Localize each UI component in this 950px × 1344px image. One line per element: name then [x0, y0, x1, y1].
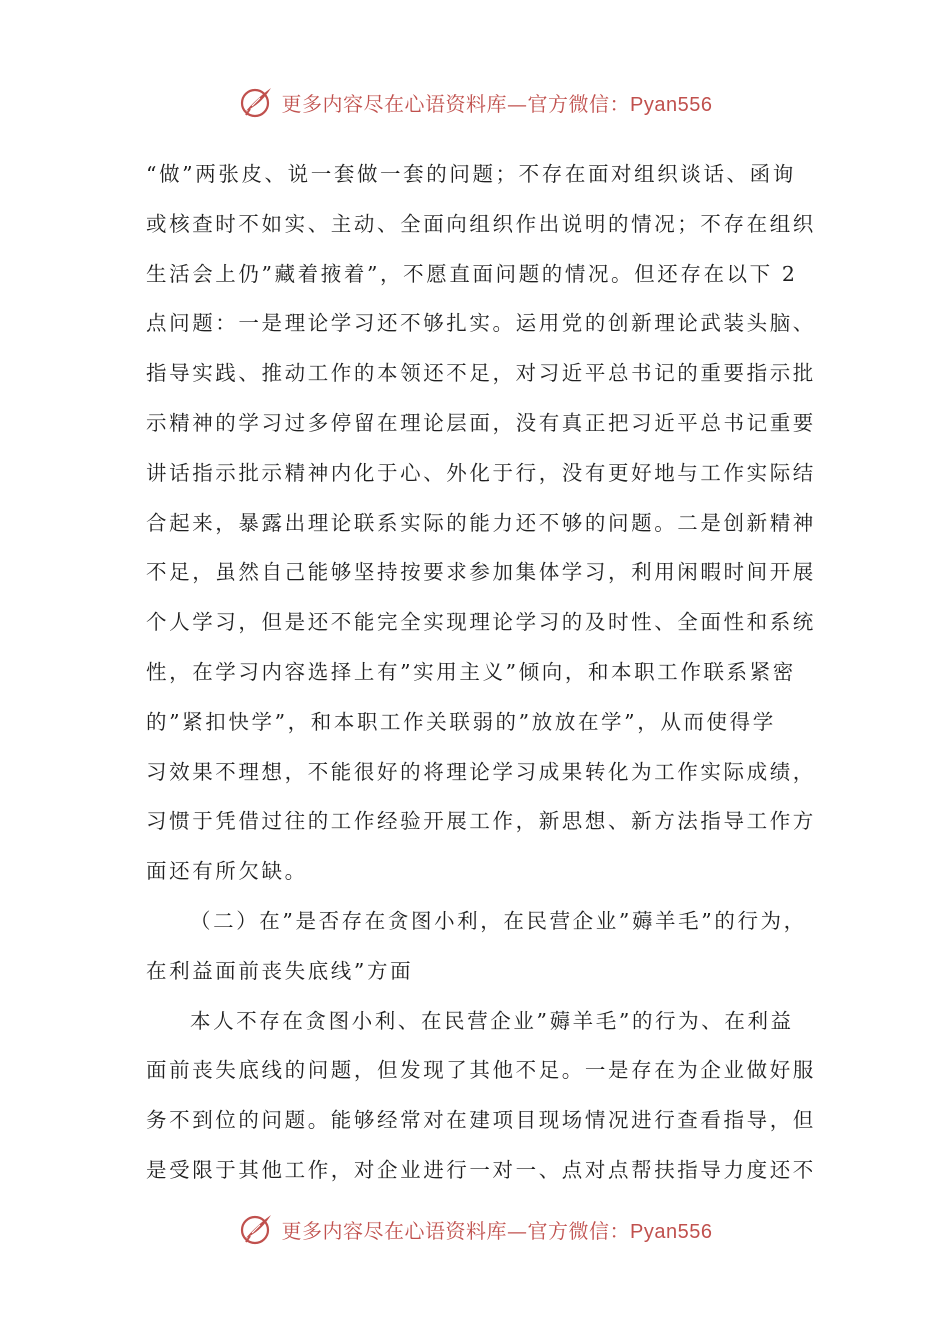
- text-line: 面还有所欠缺。: [146, 859, 308, 884]
- wechat-id: Pyan556: [630, 1220, 713, 1243]
- text-line: 或核查时不如实、主动、全面向组织作出说明的情况；不存在组织: [146, 211, 816, 236]
- watermark-text: 更多内容尽在心语资料库—官方微信：Pyan556: [281, 91, 713, 116]
- text-line: 面前丧失底线的问题，但发现了其他不足。一是存在为企业做好服: [146, 1058, 816, 1083]
- text-line: 指导实践、推动工作的本领还不足，对习近平总书记的重要指示批: [146, 361, 816, 386]
- text-line: 本人不存在贪图小利、在民营企业”薅羊毛”的行为、在利益: [190, 1008, 794, 1033]
- watermark-text: 更多内容尽在心语资料库—官方微信：Pyan556: [281, 1218, 713, 1243]
- quill-pen-icon: [238, 84, 274, 120]
- footer-watermark: [0, 1209, 950, 1249]
- text-line: 合起来，暴露出理论联系实际的能力还不够的问题。二是创新精神: [146, 510, 816, 535]
- text-line: 生活会上仍”藏着掖着”，不愿直面问题的情况。但还存在以下 2: [146, 261, 798, 286]
- section-heading-line: 在利益面前丧失底线”方面: [146, 958, 414, 983]
- document-body: [146, 150, 816, 1196]
- text-line: 是受限于其他工作，对企业进行一对一、点对点帮扶指导力度还不: [146, 1157, 816, 1182]
- text-line: 不足，虽然自己能够坚持按要求参加集体学习，利用闲暇时间开展: [146, 560, 816, 585]
- text-line: “做”两张皮、说一套做一套的问题；不存在面对组织谈话、函询: [146, 162, 796, 186]
- header-watermark: [0, 82, 950, 122]
- text-line: 习惯于凭借过往的工作经验开展工作，新思想、新方法指导工作方: [146, 809, 816, 834]
- wechat-id: Pyan556: [630, 93, 713, 116]
- text-line: 点问题：一是理论学习还不够扎实。运用党的创新理论武装头脑、: [146, 311, 816, 336]
- text-line: 的”紧扣快学”，和本职工作关联弱的”放放在学”，从而使得学: [146, 709, 776, 734]
- text-line: 示精神的学习过多停留在理论层面，没有真正把习近平总书记重要: [146, 410, 816, 435]
- text-line: 务不到位的问题。能够经常对在建项目现场情况进行查看指导，但: [146, 1108, 816, 1133]
- section-heading-line: （二）在”是否存在贪图小利，在民营企业”薅羊毛”的行为，: [190, 908, 807, 933]
- text-line: 个人学习，但是还不能完全实现理论学习的及时性、全面性和系统: [146, 610, 816, 635]
- text-line: 讲话指示批示精神内化于心、外化于行，没有更好地与工作实际结: [146, 460, 816, 485]
- text-line: 习效果不理想，不能很好的将理论学习成果转化为工作实际成绩，: [146, 759, 816, 784]
- text-line: 性，在学习内容选择上有”实用主义”倾向，和本职工作联系紧密: [146, 659, 796, 684]
- quill-pen-icon: [238, 1211, 274, 1247]
